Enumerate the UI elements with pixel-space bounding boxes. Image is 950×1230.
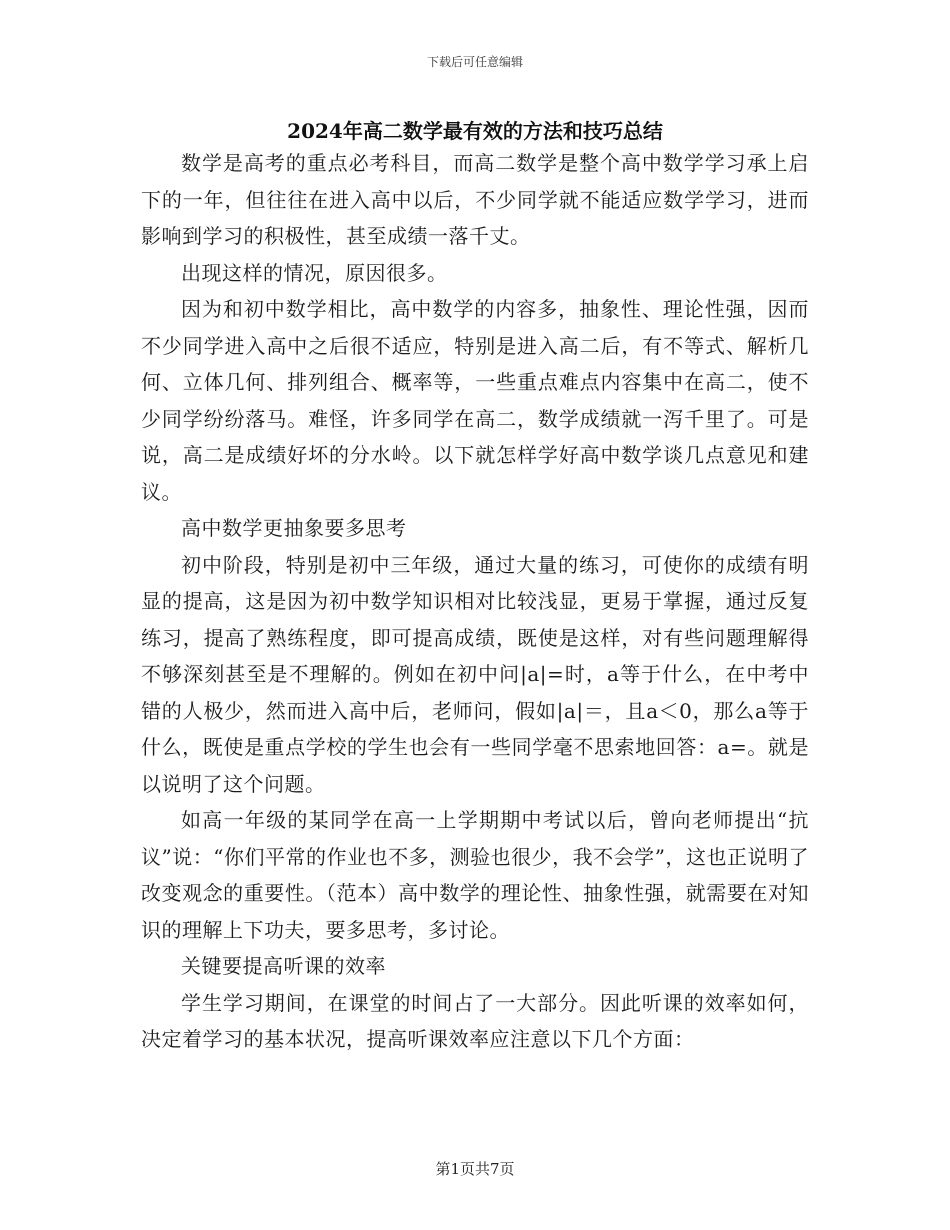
paragraph: 数学是高考的重点必考科目，而高二数学是整个高中数学学习承上启下的一年，但往往在进入高中以后，不少同学就不能适应数学学习，进而影响到学习的积极性，甚至成绩一落千丈。 bbox=[141, 151, 809, 248]
header-note: 下载后可任意编辑 bbox=[426, 55, 523, 69]
paragraph: 因为和初中数学相比，高中数学的内容多，抽象性、理论性强，因而不少同学进入高中之后很不适应，特别是进入高二后，有不等式、解析几何、立体几何、排列组合、概率等，一些重点难点内容集中在高二，使不少同学纷纷落马。难怪，许多同学在高二，数学成绩就一泻千里了。可是说，高二是成绩好坏的分水岭。以下就怎样学好高中数学谈几点意见和建议。 bbox=[141, 297, 809, 504]
paragraph: 初中阶段，特别是初中三年级，通过大量的练习，可使你的成绩有明显的提高，这是因为初中数学知识相对比较浅显，更易于掌握，通过反复练习，提高了熟练程度，即可提高成绩，既使是这样，对有些问题理解得不够深刻甚至是不理解的。例如在初中问|a|=时，a等于什么，在中考中错的人极少，然而进入高中后，老师问，假如|a|＝，且a＜0，那么a等于什么，既使是重点学校的学生也会有一些同学毫不思索地回答：a=。就是以说明了这个问题。 bbox=[141, 552, 809, 796]
paragraph: 学生学习期间，在课堂的时间占了一大部分。因此听课的效率如何，决定着学习的基本状况，提高听课效率应注意以下几个方面： bbox=[141, 990, 809, 1051]
document-title: 2024年高二数学最有效的方法和技巧总结 bbox=[287, 119, 663, 143]
section-heading: 关键要提高听课的效率 bbox=[181, 954, 386, 978]
paragraph: 如高一年级的某同学在高一上学期期中考试以后，曾向老师提出“抗议”说：“你们平常的作业也不多，测验也很少，我不会学”，这也正说明了改变观念的重要性。（范本）高中数学的理论性、抽象性强，就需要在对知识的理解上下功夫，要多思考，多讨论。 bbox=[141, 808, 809, 942]
page-footer: 第1页共7页 bbox=[435, 1160, 515, 1178]
paragraph: 出现这样的情况，原因很多。 bbox=[181, 260, 448, 285]
section-heading: 高中数学更抽象要多思考 bbox=[181, 516, 407, 540]
document-body bbox=[141, 145, 809, 1058]
